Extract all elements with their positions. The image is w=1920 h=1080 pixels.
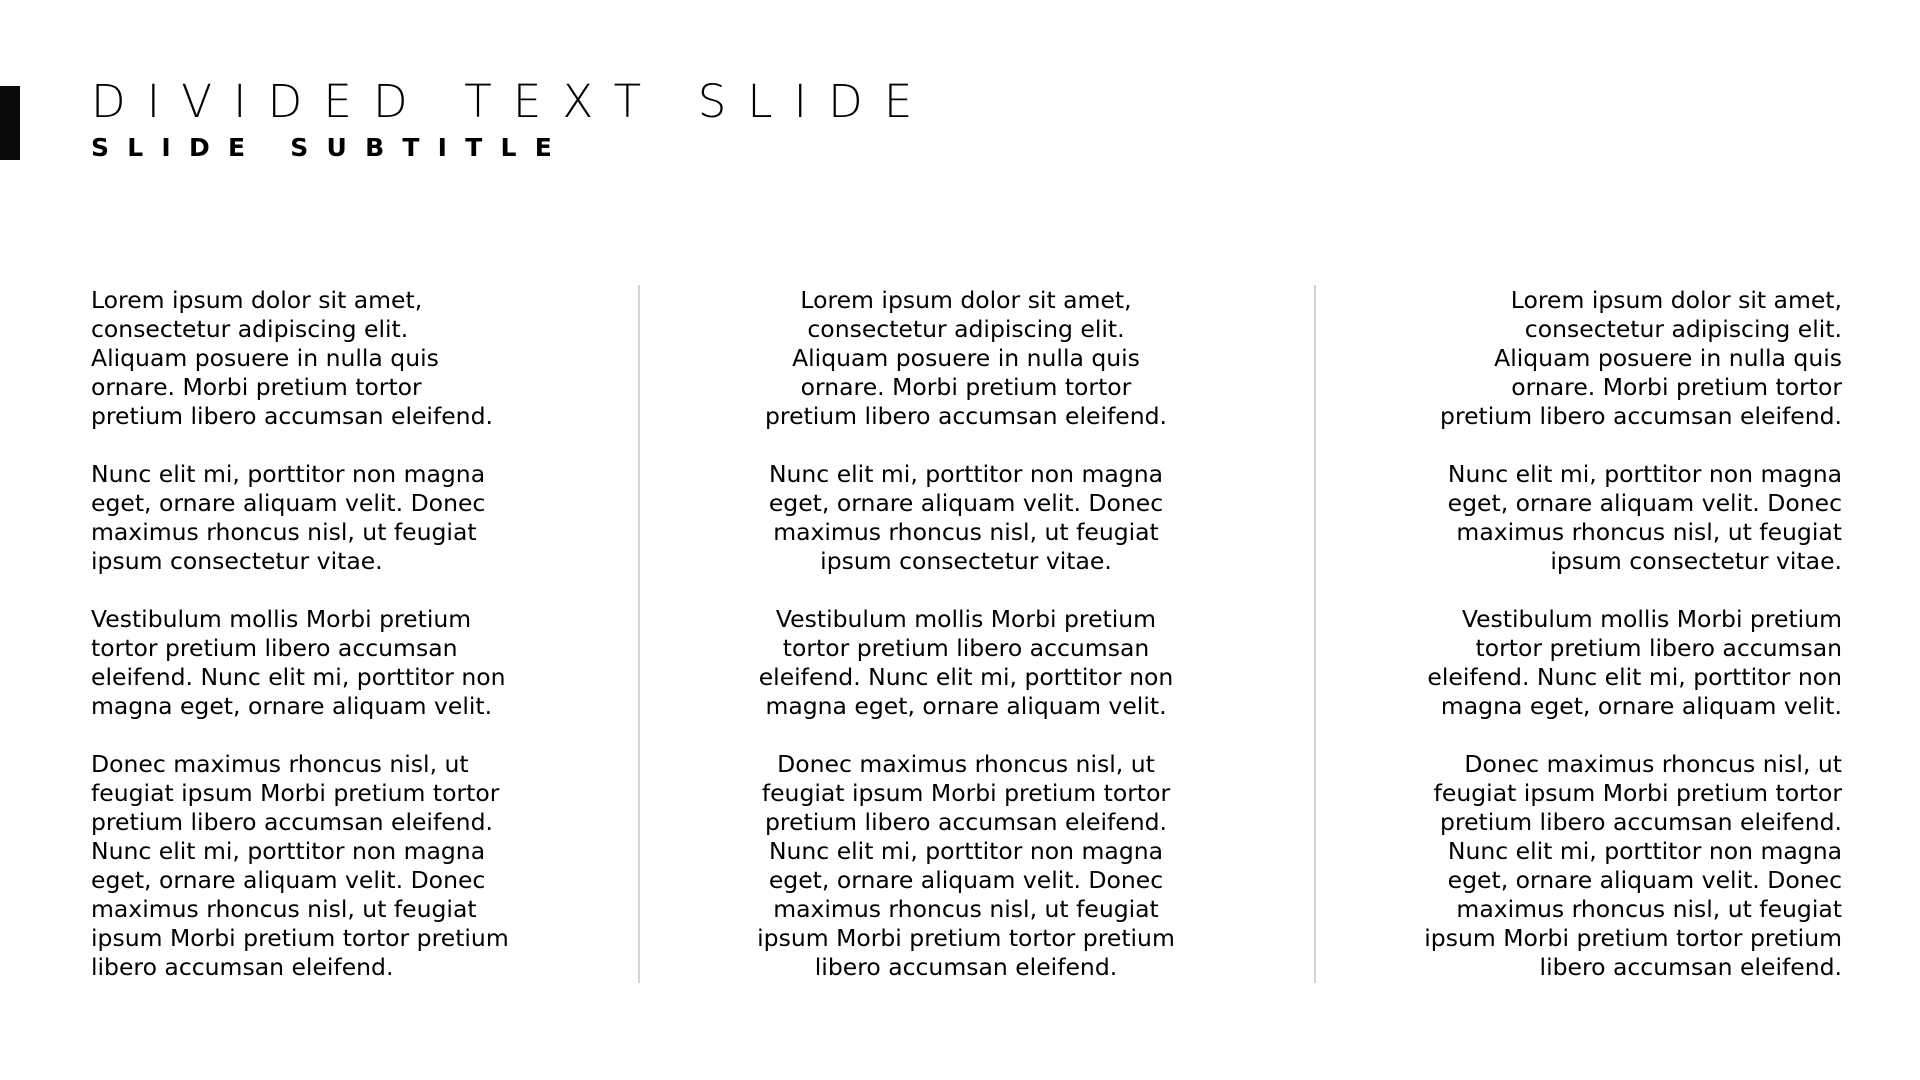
column-paragraph: Nunc elit mi, porttitor non magna eget, ornare aliquam velit. Donec maximus rhoncus nisl, ut feugiat ipsum consectetur vitae. — [1447, 460, 1842, 575]
column-paragraph: Nunc elit mi, porttitor non magna eget, ornare aliquam velit. Donec maximus rhoncus nisl, ut feugiat ipsum consectetur vitae. — [91, 460, 486, 575]
column-paragraph: Nunc elit mi, porttitor non magna eget, ornare aliquam velit. Donec maximus rhoncus nisl, ut feugiat ipsum consectetur vitae. — [768, 460, 1164, 575]
slide-title: DIVIDED TEXT SLIDE — [91, 75, 934, 128]
text-column-center — [756, 286, 1176, 1011]
title-accent-bar — [0, 86, 20, 160]
column-paragraph: Lorem ipsum dolor sit amet, consectetur adipiscing elit. Aliquam posuere in nulla quis ornare. Morbi pretium tortor pretium libero accumsan eleifend. — [1440, 286, 1842, 430]
column-paragraph: Donec maximus rhoncus nisl, ut feugiat ipsum Morbi pretium tortor pretium libero accumsan eleifend. Nunc elit mi, porttitor non magna eget, ornare aliquam velit. Donec maximus rhoncus nisl, ut feugiat ipsum Morbi pretium tortor pretium libero accumsan eleifend. — [757, 750, 1175, 981]
column-paragraph: Vestibulum mollis Morbi pretium tortor pretium libero accumsan eleifend. Nunc elit mi, porttitor non magna eget, ornare aliquam velit. — [91, 605, 506, 720]
text-column-left — [91, 286, 511, 1011]
column-paragraph: Donec maximus rhoncus nisl, ut feugiat ipsum Morbi pretium tortor pretium libero accumsan eleifend. Nunc elit mi, porttitor non magna eget, ornare aliquam velit. Donec maximus rhoncus nisl, ut feugiat ipsum Morbi pretium tortor pretium libero accumsan eleifend. — [1424, 750, 1842, 981]
text-column-right — [1422, 286, 1842, 1011]
column-divider-2 — [1314, 285, 1316, 983]
column-paragraph: Donec maximus rhoncus nisl, ut feugiat ipsum Morbi pretium tortor pretium libero accumsan eleifend. Nunc elit mi, porttitor non magna eget, ornare aliquam velit. Donec maximus rhoncus nisl, ut feugiat ipsum Morbi pretium tortor pretium libero accumsan eleifend. — [91, 750, 509, 981]
slide-subtitle: SLIDE SUBTITLE — [91, 133, 571, 162]
column-paragraph: Vestibulum mollis Morbi pretium tortor pretium libero accumsan eleifend. Nunc elit mi, porttitor non magna eget, ornare aliquam velit. — [1427, 605, 1842, 720]
column-paragraph: Lorem ipsum dolor sit amet, consectetur adipiscing elit. Aliquam posuere in nulla quis ornare. Morbi pretium tortor pretium libero accumsan eleifend. — [91, 286, 493, 430]
column-divider-1 — [638, 285, 640, 983]
column-paragraph: Vestibulum mollis Morbi pretium tortor pretium libero accumsan eleifend. Nunc elit mi, porttitor non magna eget, ornare aliquam velit. — [758, 605, 1174, 720]
column-paragraph: Lorem ipsum dolor sit amet, consectetur adipiscing elit. Aliquam posuere in nulla quis ornare. Morbi pretium tortor pretium libero accumsan eleifend. — [765, 286, 1167, 430]
